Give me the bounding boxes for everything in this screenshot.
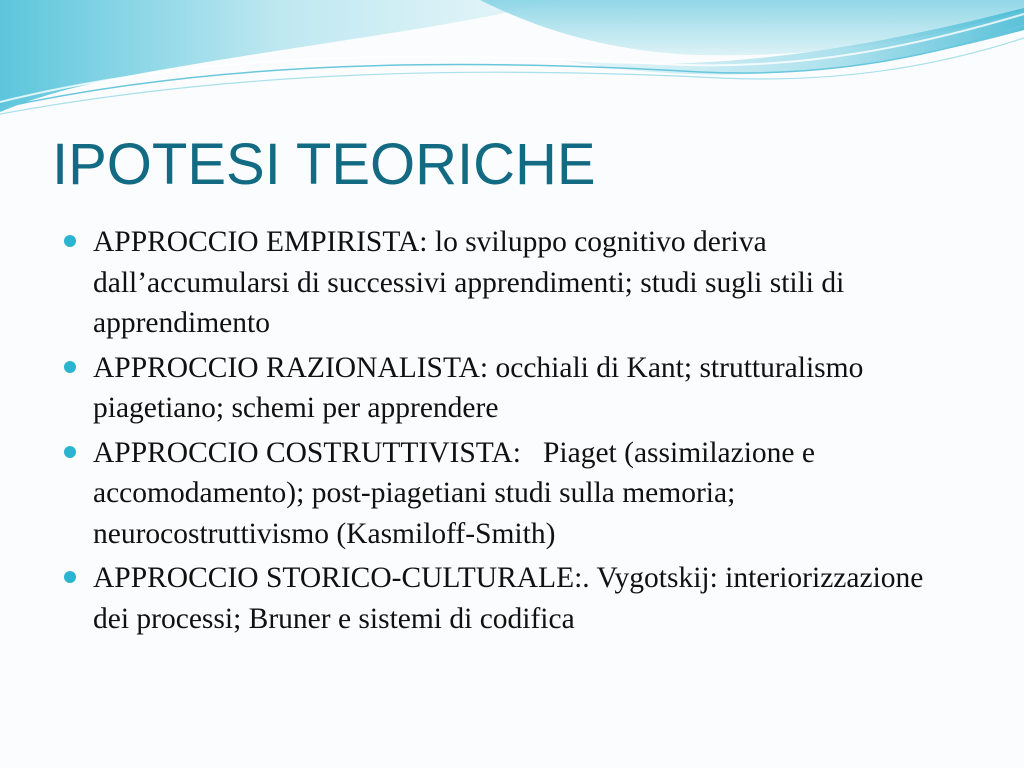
- bullet-dot-icon: [64, 446, 76, 458]
- bullet-list: [60, 222, 960, 643]
- bullet-item-razionalista: [60, 348, 960, 429]
- slide-title: IPOTESI TEORICHE: [52, 132, 596, 197]
- bullet-text: APPROCCIO STORICO-CULTURALE:. Vygotskij: interiorizzazione dei processi; Bruner e sistemi di codifica: [93, 562, 931, 635]
- bullet-text: APPROCCIO RAZIONALISTA: occhiali di Kant; strutturalismo piagetiano; schemi per apprendere: [93, 351, 871, 424]
- bullet-item-costruttivista: [60, 433, 960, 555]
- bullet-dot-icon: [64, 361, 76, 373]
- bullet-dot-icon: [64, 571, 76, 583]
- header-wave-decoration: [0, 0, 1024, 130]
- bullet-text: APPROCCIO EMPIRISTA: lo sviluppo cognitivo deriva dall’accumularsi di successivi apprendimenti; studi sugli stili di apprendimento: [93, 226, 852, 339]
- bullet-item-empirista: [60, 222, 960, 344]
- bullet-item-storico-culturale: [60, 558, 960, 639]
- bullet-text: APPROCCIO COSTRUTTIVISTA: Piaget (assimilazione e accomodamento); post-piagetiani studi sulla memoria; neurocostruttivismo (Kasmiloff-Smith): [93, 436, 823, 550]
- bullet-dot-icon: [64, 235, 76, 247]
